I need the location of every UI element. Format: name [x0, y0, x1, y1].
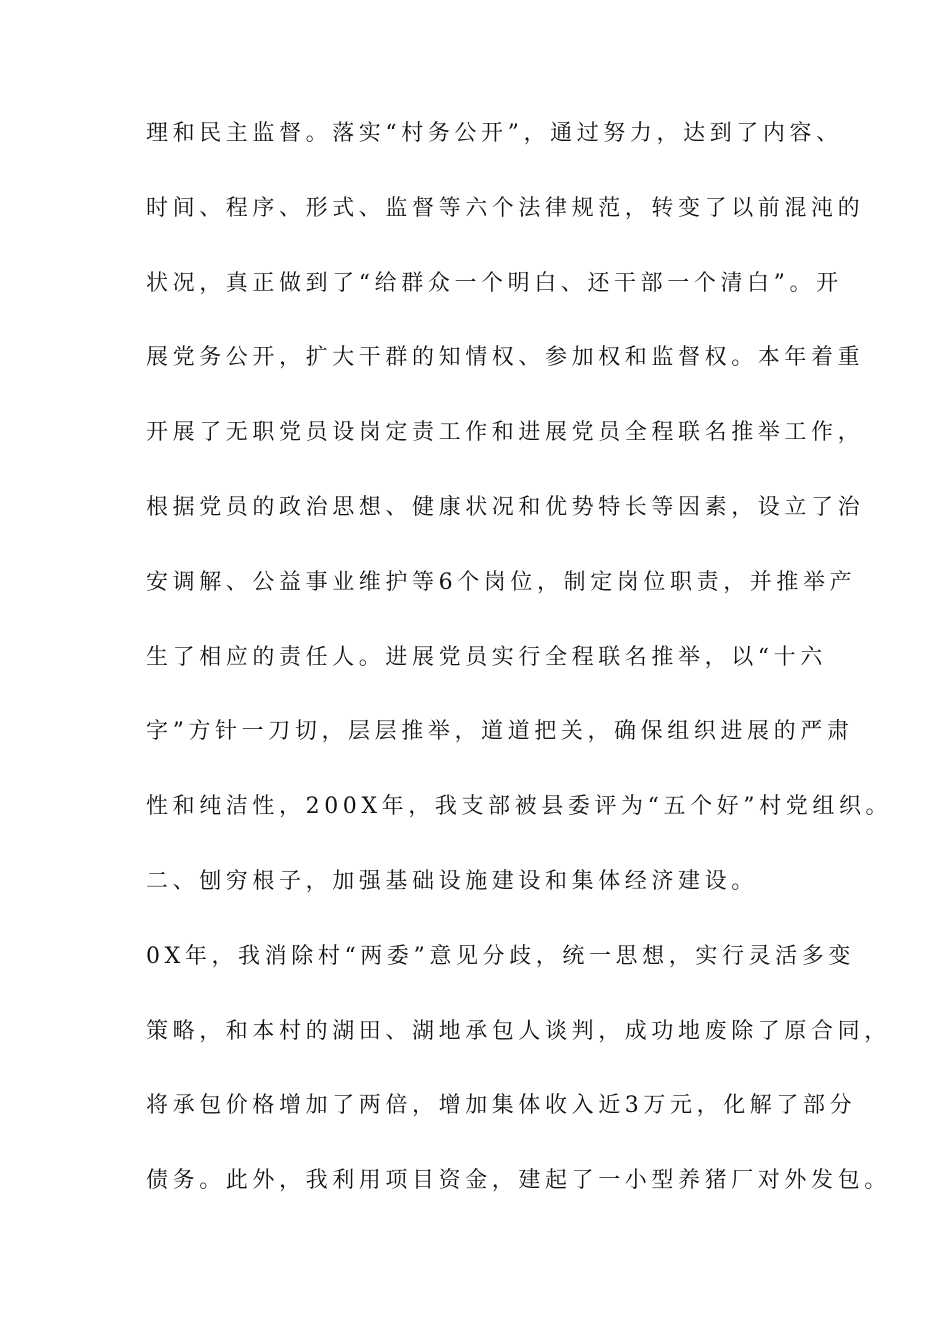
text-line: 债务。此外，我利用项目资金，建起了一小型养猪厂对外发包。: [146, 1168, 891, 1194]
text-line: 0X年，我消除村“两委”意见分歧，统一思想，实行灵活多变: [146, 943, 855, 969]
text-line: 策略，和本村的湖田、湖地承包人谈判，成功地废除了原合同，: [146, 1018, 891, 1044]
body-text: [146, 106, 893, 1228]
text-line: 开展了无职党员设岗定责工作和进展党员全程联名推举工作，: [146, 420, 865, 446]
text-line: 将承包价格增加了两倍，增加集体收入近3万元，化解了部分: [146, 1093, 857, 1119]
text-line: 时间、程序、形式、监督等六个法律规范，转变了以前混沌的: [146, 195, 865, 221]
text-line: 根据党员的政治思想、健康状况和优势特长等因素，设立了治: [146, 494, 865, 520]
text-line: 状况，真正做到了“给群众一个明白、还干部一个清白”。开: [146, 270, 843, 296]
text-line: 字”方针一刀切，层层推举，道道把关，确保组织进展的严肃: [146, 719, 854, 745]
text-line: 性和纯洁性，200X年，我支部被县委评为“五个好”村党组织。: [146, 794, 893, 820]
text-line: 安调解、公益事业维护等6个岗位，制定岗位职责，并推举产: [146, 569, 857, 595]
text-line: 展党务公开，扩大干群的知情权、参加权和监督权。本年着重: [146, 345, 865, 371]
section-heading: 二、刨穷根子，加强基础设施建设和集体经济建设。: [146, 868, 758, 894]
text-line: 理和民主监督。落实“村务公开”，通过努力，达到了内容、: [146, 121, 843, 146]
text-line: 生了相应的责任人。进展党员实行全程联名推举，以“十六: [146, 644, 827, 670]
